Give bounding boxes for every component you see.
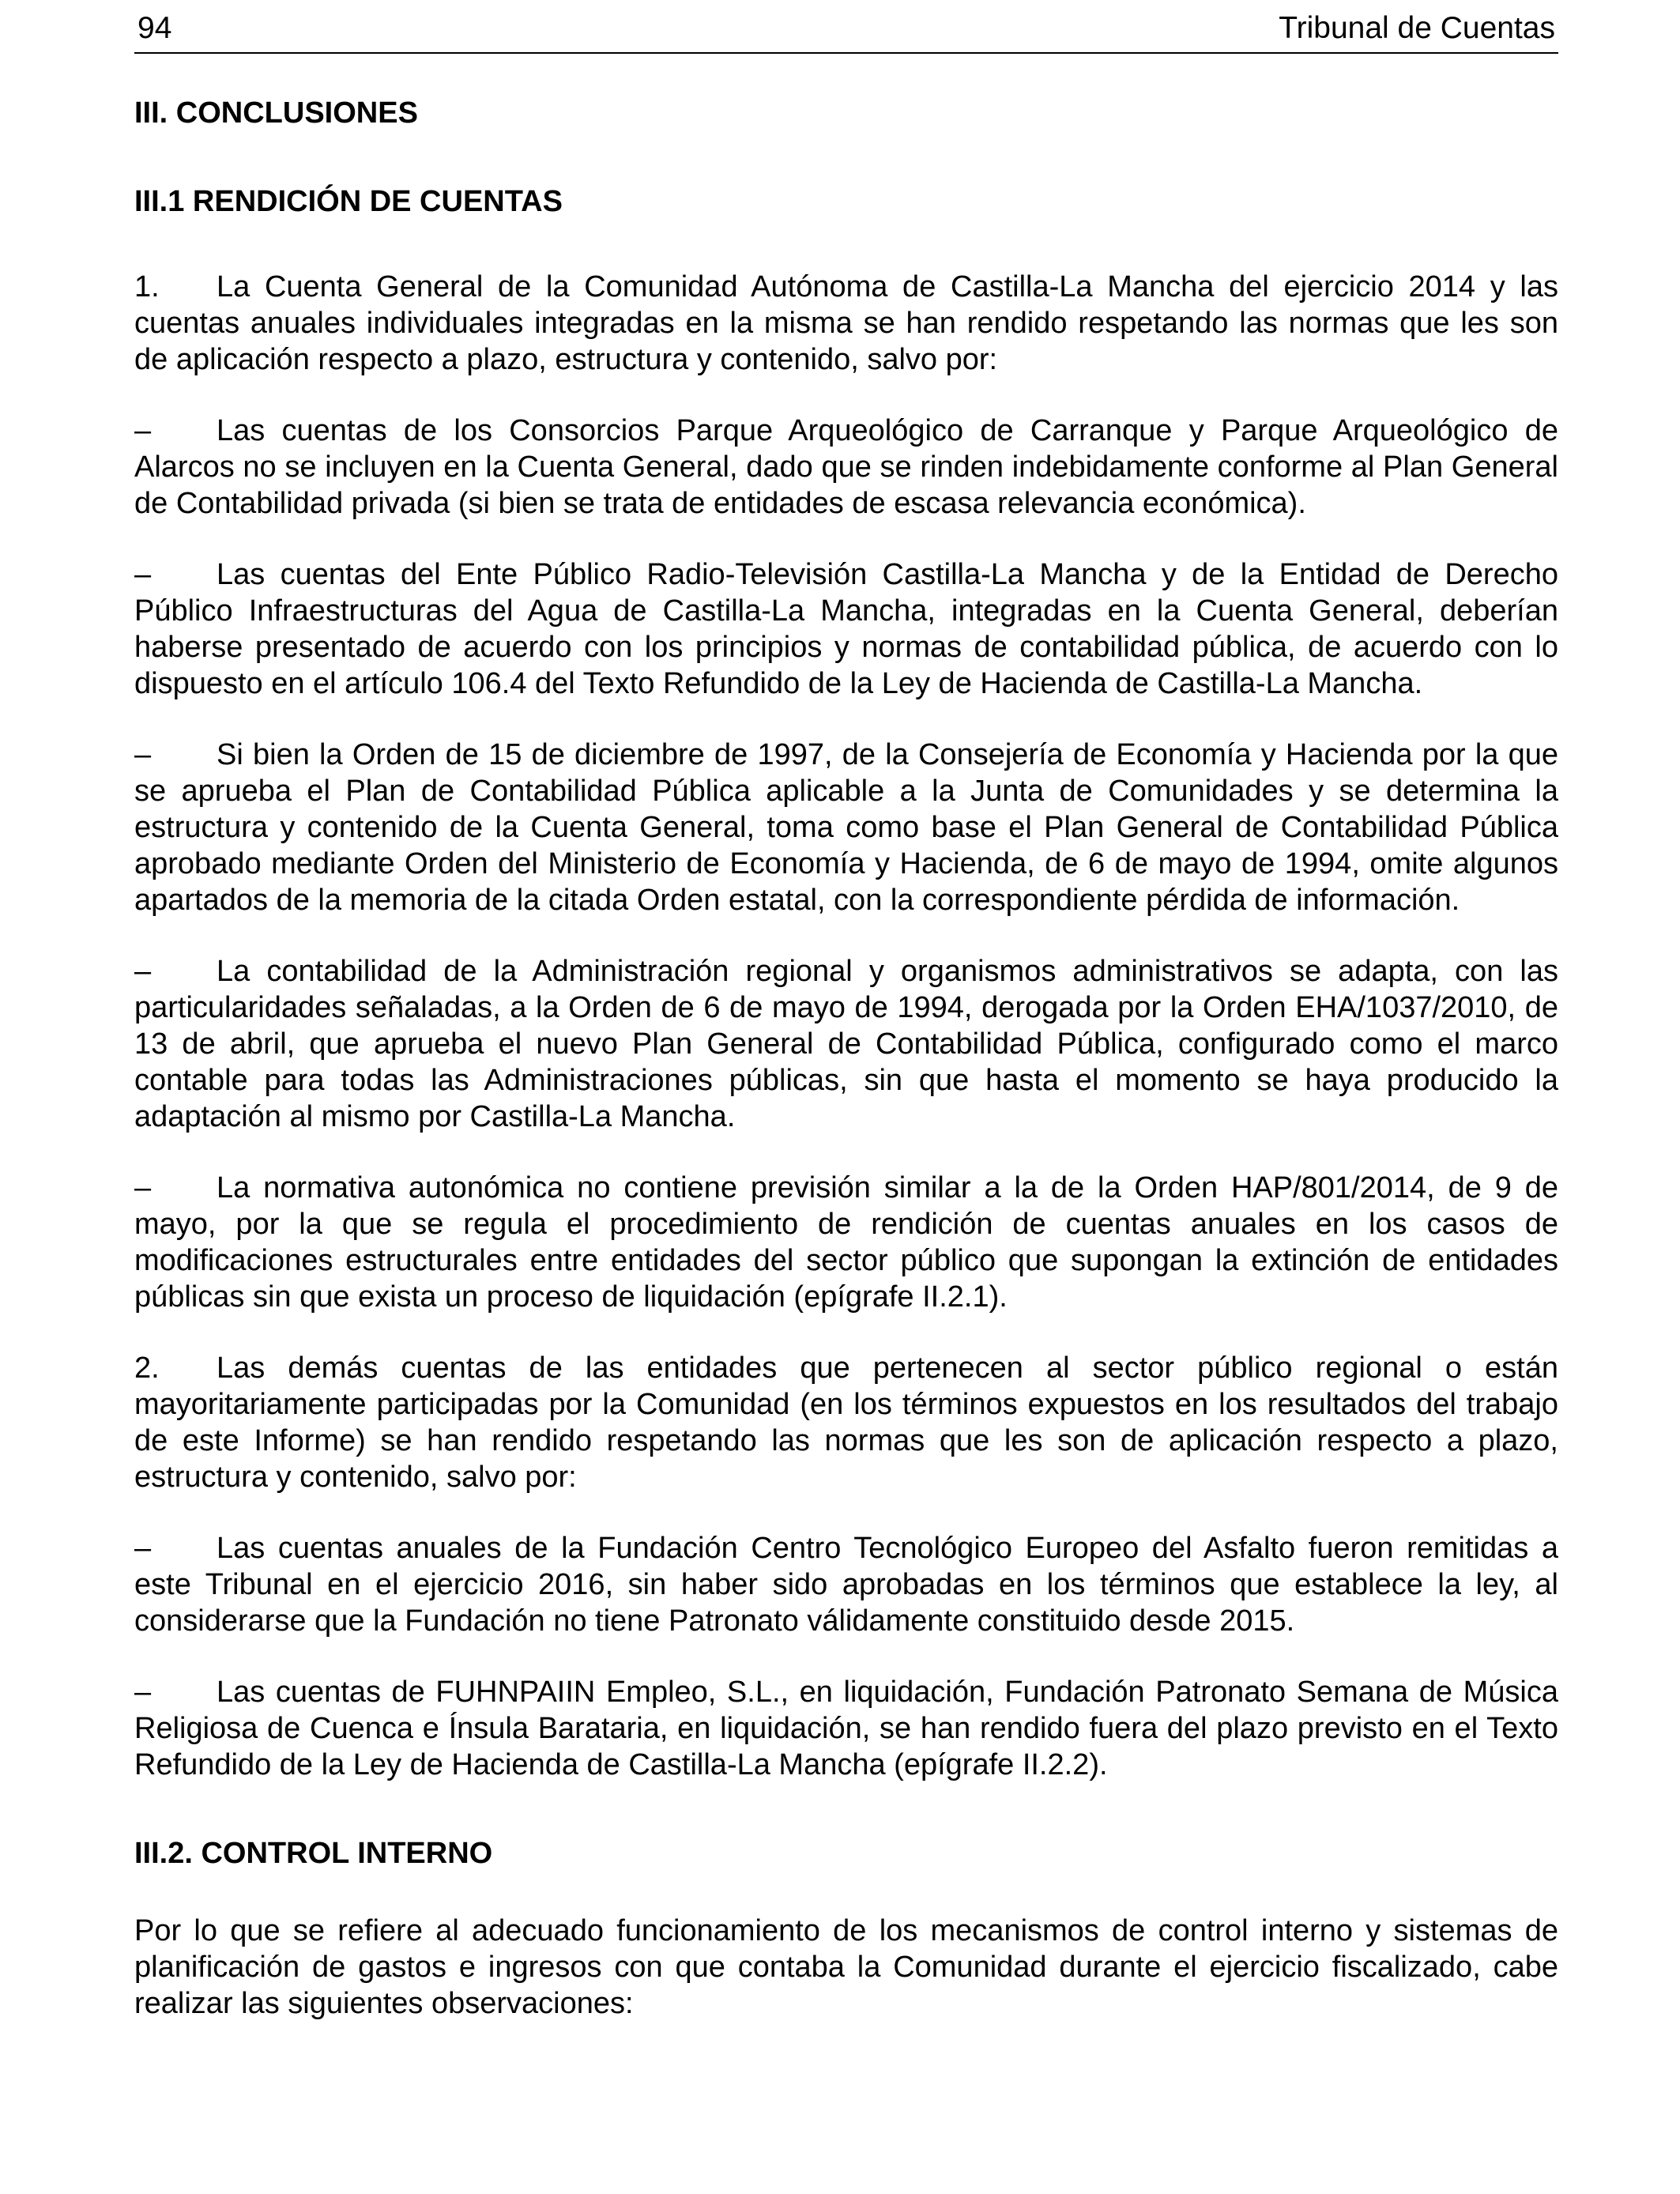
conclusion-point-2	[134, 1350, 1558, 1495]
control-interno-intro: Por lo que se refiere al adecuado funcionamiento de los mecanismos de control interno y sistemas de planificación de gastos e ingresos con que contaba la Comunidad durante el ejercicio fiscalizado, cabe realizar las siguientes observaciones:	[134, 1914, 1558, 2020]
bullet-text: Las cuentas anuales de la Fundación Centro Tecnológico Europeo del Asfalto fueron remitidas a este Tribunal en el ejercicio 2016, sin haber sido aprobadas en los términos que establece la ley, al considerarse que la Fundación no tiene Patronato válidamente constituido desde 2015.	[134, 1532, 1558, 1638]
bullet-item	[134, 1674, 1558, 1783]
subsection-heading-rendicion: III.1 RENDICIÓN DE CUENTAS	[134, 185, 563, 218]
dash-bullet-icon: –	[134, 414, 152, 447]
bullet-text: Las cuentas de los Consorcios Parque Arqueológico de Carranque y Parque Arqueológico de Alarcos no se incluyen en la Cuenta General, dado que se rinden indebidamente conforme al Plan General de Contabilidad privada (si bien se trata de entidades de escasa relevancia económica).	[134, 414, 1558, 520]
bullet-text: Las cuentas de FUHNPAIIN Empleo, S.L., en liquidación, Fundación Patronato Semana de Música Religiosa de Cuenca e Ínsula Barataria, en liquidación, se han rendido fuera del plazo previsto en el Texto Refundido de la Ley de Hacienda de Castilla-La Mancha (epígrafe II.2.2).	[134, 1676, 1558, 1781]
bullet-text: La normativa autonómica no contiene previsión similar a la de la Orden HAP/801/2014, de 9 de mayo, por la que se regula el procedimiento de rendición de cuentas anuales en los casos de modificaciones estructurales entre entidades del sector público que supongan la extinción de entidades públicas sin que exista un proceso de liquidación (epígrafe II.2.1).	[134, 1171, 1558, 1314]
bullet-item	[134, 953, 1558, 1135]
running-header	[134, 0, 1558, 54]
point-number: 2.	[134, 1351, 160, 1385]
dash-bullet-icon: –	[134, 1676, 152, 1709]
bullet-text: Las cuentas del Ente Público Radio-Televisión Castilla-La Mancha y de la Entidad de Derecho Público Infraestructuras del Agua de Castilla-La Mancha, integradas en la Cuenta General, deberían haberse presentado de acuerdo con los principios y normas de contabilidad pública, de acuerdo con lo dispuesto en el artículo 106.4 del Texto Refundido de la Ley de Hacienda de Castilla-La Mancha.	[134, 558, 1558, 700]
point-text: La Cuenta General de la Comunidad Autónoma de Castilla-La Mancha del ejercicio 2014 y las cuentas anuales individuales integradas en la misma se han rendido respetando las normas que les son de aplicación respecto a plazo, estructura y contenido, salvo por:	[134, 270, 1558, 376]
bullet-item	[134, 556, 1558, 702]
header-title: Tribunal de Cuentas	[1279, 11, 1555, 45]
dash-bullet-icon: –	[134, 558, 152, 591]
section-heading-conclusiones: III. CONCLUSIONES	[134, 96, 418, 130]
conclusion-point-1	[134, 269, 1558, 378]
bullet-item	[134, 1530, 1558, 1639]
bullet-text: La contabilidad de la Administración regional y organismos administrativos se adapta, con las particularidades señaladas, a la Orden de 6 de mayo de 1994, derogada por la Orden EHA/1037/2010, de 13 de abril, que aprueba el nuevo Plan General de Contabilidad Pública, configurado como el marco contable para todas las Administraciones públicas, sin que hasta el momento se haya producido la adaptación al mismo por Castilla-La Mancha.	[134, 955, 1558, 1133]
document-page	[134, 0, 1558, 2022]
bullet-item	[134, 413, 1558, 522]
bullet-item	[134, 737, 1558, 918]
bullet-item	[134, 1170, 1558, 1315]
dash-bullet-icon: –	[134, 1532, 152, 1565]
page-number: 94	[137, 11, 172, 45]
dash-bullet-icon: –	[134, 955, 152, 988]
dash-bullet-icon: –	[134, 1171, 152, 1204]
bullet-text: Si bien la Orden de 15 de diciembre de 1997, de la Consejería de Economía y Hacienda por la que se aprueba el Plan de Contabilidad Pública aplicable a la Junta de Comunidades y se determina la estructura y contenido de la Cuenta General, toma como base el Plan General de Contabilidad Pública aprobado mediante Orden del Ministerio de Economía y Hacienda, de 6 de mayo de 1994, omite algunos apartados de la memoria de la citada Orden estatal, con la correspondiente pérdida de información.	[134, 738, 1558, 917]
subsection-heading-control-interno: III.2. CONTROL INTERNO	[134, 1837, 493, 1870]
point-number: 1.	[134, 270, 160, 303]
dash-bullet-icon: –	[134, 738, 152, 771]
point-text: Las demás cuentas de las entidades que pertenecen al sector público regional o están mayoritariamente participadas por la Comunidad (en los términos expuestos en los resultados del trabajo de este Informe) se han rendido respetando las normas que les son de aplicación respecto a plazo, estructura y contenido, salvo por:	[134, 1351, 1558, 1494]
